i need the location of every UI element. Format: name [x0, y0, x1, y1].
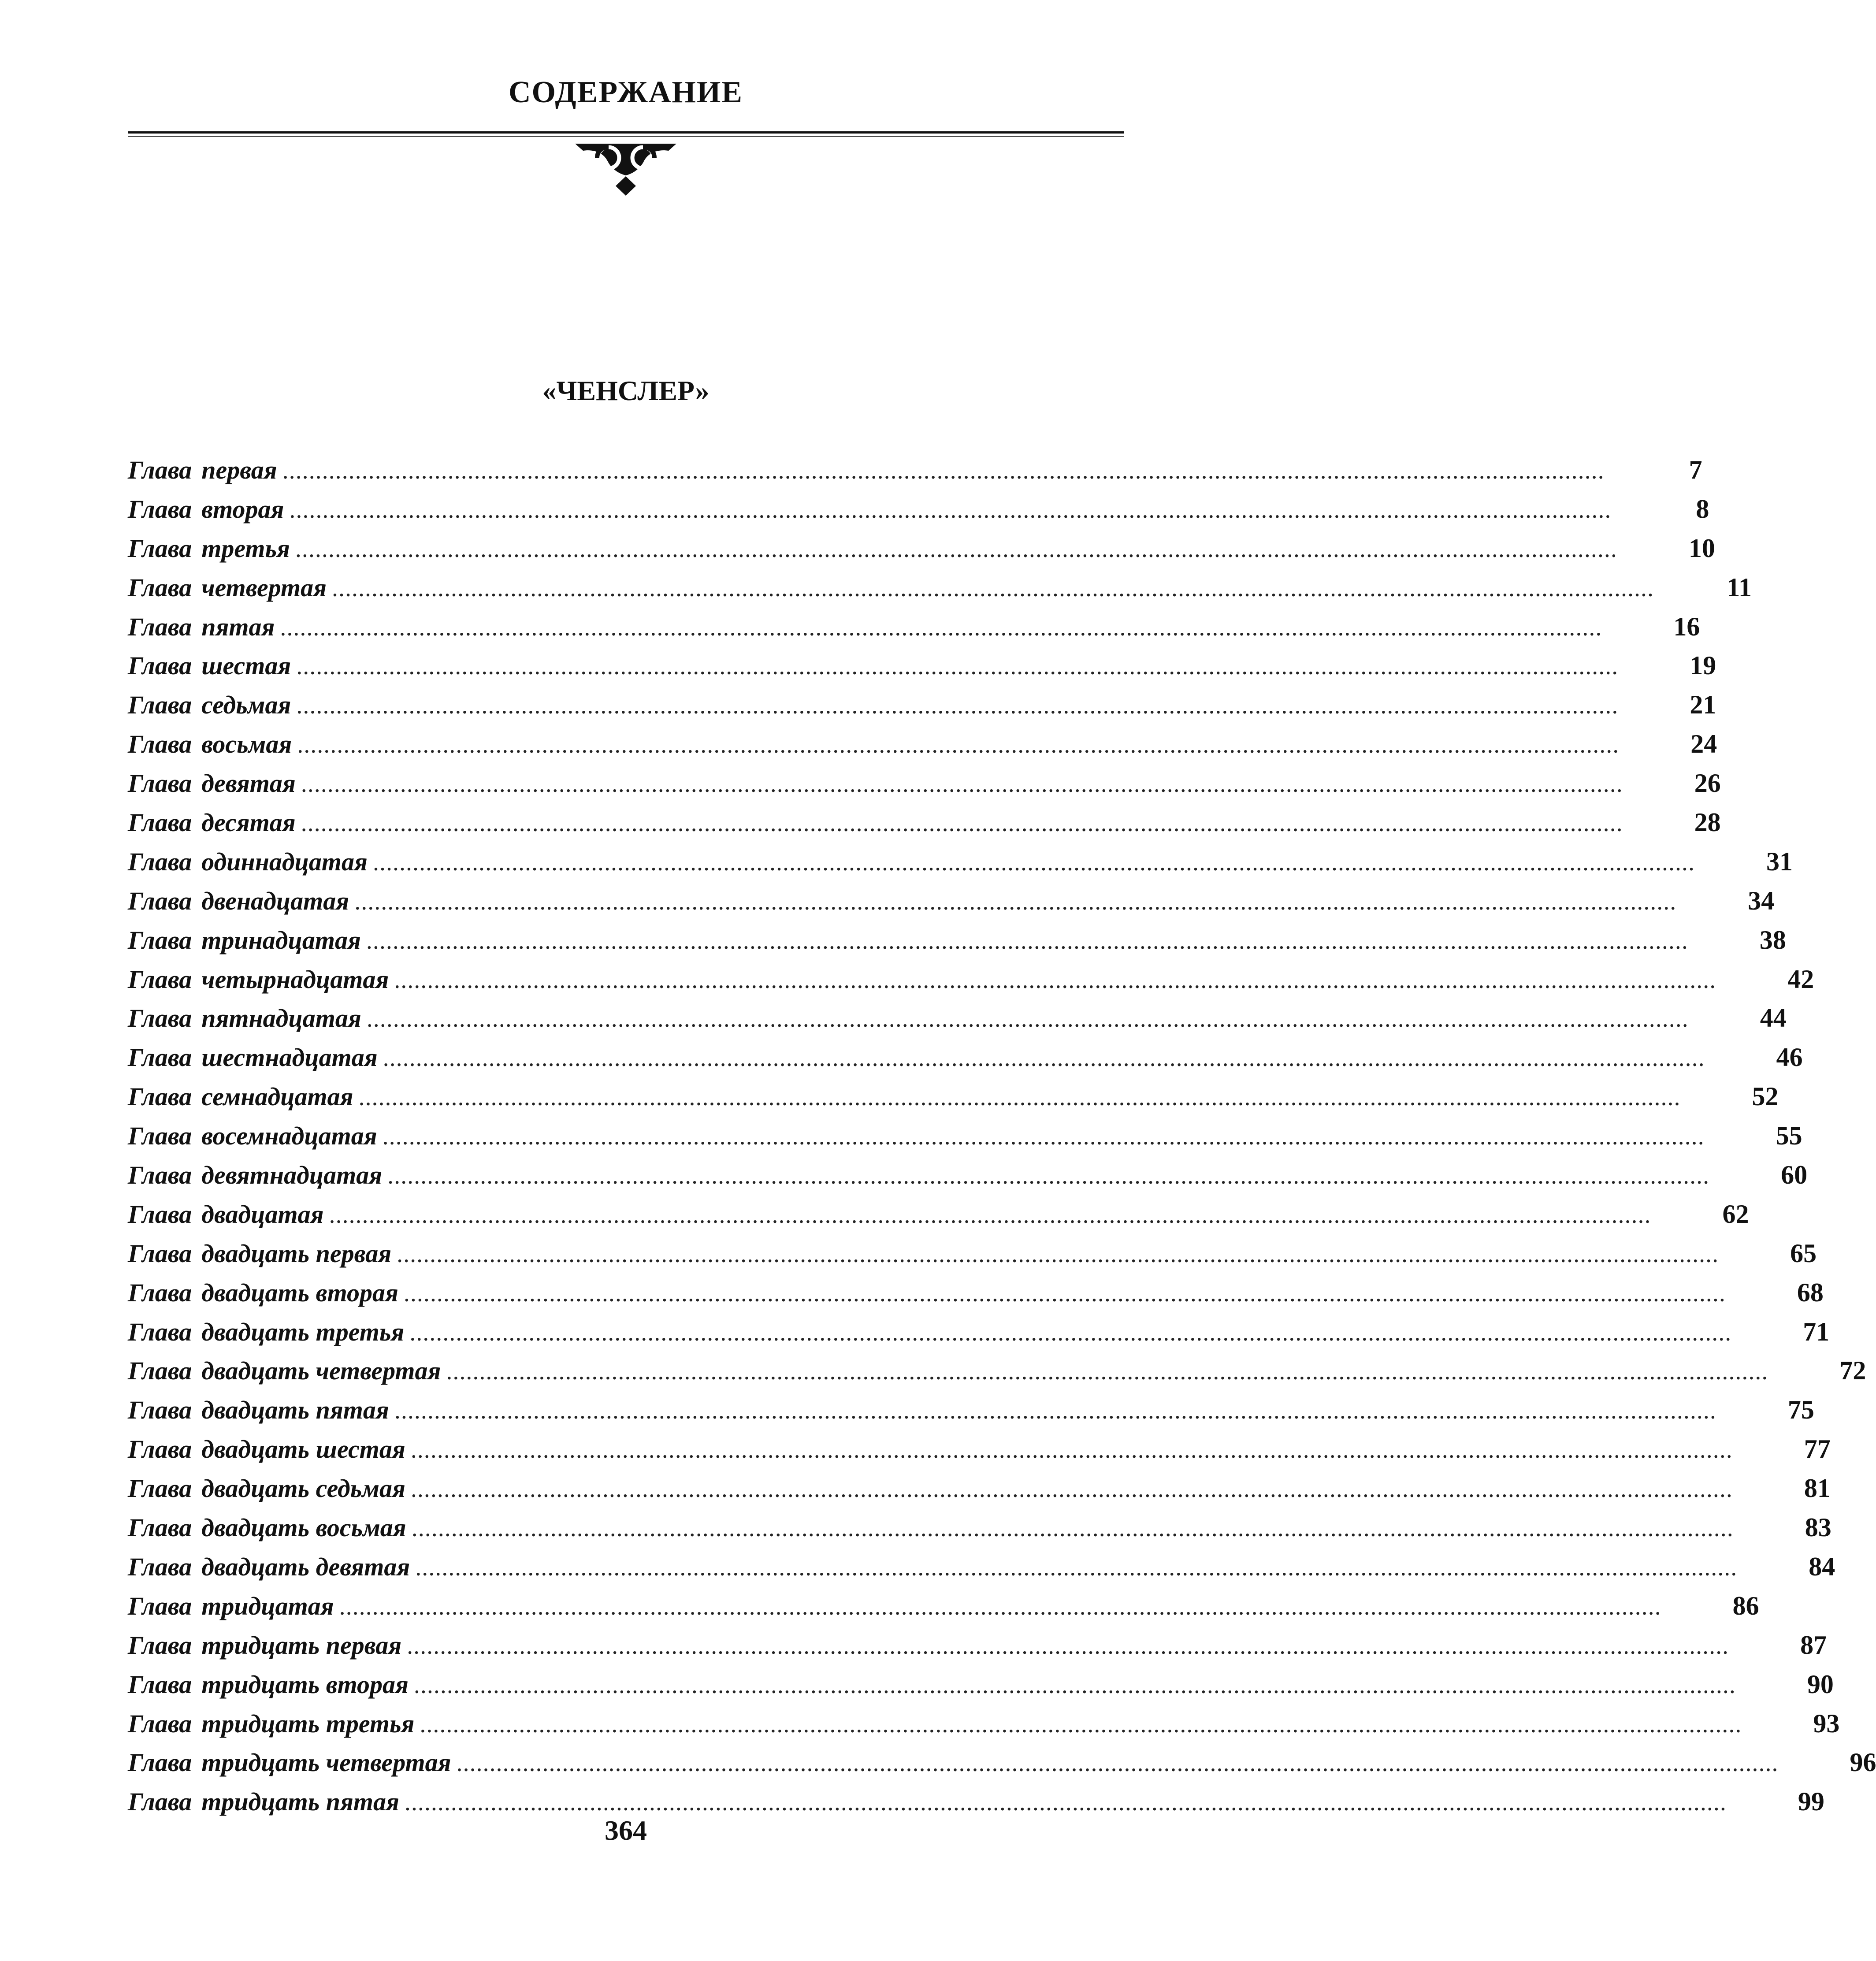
toc-chapter-word: Глава — [128, 808, 192, 837]
toc-page-number: 28 — [1694, 808, 1721, 837]
toc-chapter-title: девятая — [201, 769, 296, 798]
toc-page-number: 7 — [1689, 455, 1702, 484]
toc-chapter-word: Глава — [128, 1239, 192, 1268]
toc-leader-dots: ........................................................................................................................................................................................................ — [411, 1481, 1734, 1501]
toc-entry[interactable] — [128, 1312, 1830, 1352]
toc-chapter-title: семнадцатая — [201, 1082, 353, 1111]
toc-leader-dots: ........................................................................................................................................................................................................ — [296, 541, 1618, 561]
toc-leader-dots: ........................................................................................................................................................................................................ — [397, 1246, 1720, 1266]
toc-chapter-word: Глава — [128, 730, 192, 759]
toc-chapter-title: седьмая — [201, 691, 291, 720]
toc-chapter-title: тридцать четвертая — [201, 1748, 451, 1777]
toc-page-number: 83 — [1805, 1513, 1831, 1542]
toc-page-number: 77 — [1804, 1434, 1831, 1464]
toc-entry[interactable] — [128, 1469, 1831, 1508]
toc-chapter-word: Глава — [128, 612, 192, 641]
toc-chapter-title: четырнадцатая — [201, 965, 389, 994]
toc-leader-dots: ........................................................................................................................................................................................................ — [330, 1207, 1652, 1227]
toc-entry[interactable] — [128, 724, 1717, 764]
toc-page-number: 68 — [1797, 1278, 1824, 1307]
toc-chapter-word: Глава — [128, 1513, 192, 1542]
toc-chapter-title: шестнадцатая — [201, 1043, 378, 1072]
toc-chapter-word: Глава — [128, 456, 192, 484]
toc-chapter-word: Глава — [128, 1043, 192, 1072]
toc-entry[interactable] — [128, 450, 1702, 490]
toc-chapter-word: Глава — [128, 1396, 192, 1425]
toc-chapter-title: двадцать седьмая — [201, 1474, 405, 1503]
toc-leader-dots: ........................................................................................................................................................................................................ — [420, 1716, 1743, 1736]
toc-chapter-title: пятнадцатая — [201, 1004, 361, 1033]
toc-chapter-title: четвертая — [201, 573, 327, 602]
toc-chapter-word: Глава — [128, 691, 192, 720]
toc-entry[interactable] — [128, 685, 1716, 724]
toc-chapter-title: тридцать вторая — [201, 1670, 409, 1699]
toc-chapter-title: тридцать третья — [201, 1709, 415, 1738]
scroll-ornament-icon — [566, 136, 685, 202]
toc-entry[interactable] — [128, 1390, 1814, 1430]
toc-page-number: 72 — [1839, 1356, 1866, 1385]
toc-chapter-title: двадцатая — [201, 1200, 324, 1229]
toc-page-number: 34 — [1748, 886, 1775, 915]
toc-leader-dots: ........................................................................................................................................................................................................ — [373, 854, 1696, 874]
toc-chapter-title: восемнадцатая — [201, 1122, 377, 1151]
toc-chapter-word: Глава — [128, 1122, 192, 1151]
toc-chapter-title: восьмая — [201, 730, 292, 759]
toc-chapter-title: двадцать шестая — [201, 1435, 405, 1464]
toc-leader-dots: ........................................................................................................................................................................................................ — [447, 1363, 1769, 1384]
toc-entry[interactable] — [128, 529, 1715, 568]
toc-chapter-title: тридцатая — [201, 1591, 334, 1620]
toc-chapter-word: Глава — [128, 1435, 192, 1464]
toc-page-number: 62 — [1722, 1199, 1749, 1229]
toc-leader-dots: ........................................................................................................................................................................................................ — [405, 1794, 1727, 1815]
toc-chapter-word: Глава — [128, 1161, 192, 1190]
toc-page-number: 90 — [1807, 1669, 1834, 1699]
toc-entry[interactable] — [128, 1626, 1827, 1665]
toc-entry[interactable] — [128, 1038, 1803, 1077]
toc-page-number: 19 — [1690, 651, 1716, 680]
toc-chapter-word: Глава — [128, 925, 192, 955]
toc-chapter-word: Глава — [128, 1474, 192, 1503]
toc-chapter-title: десятая — [201, 808, 296, 837]
toc-chapter-title: двадцать девятая — [201, 1552, 410, 1581]
toc-page-number: 10 — [1688, 533, 1715, 563]
toc-page-number: 75 — [1787, 1395, 1814, 1425]
toc-chapter-word: Глава — [128, 1317, 192, 1346]
page-title: СОДЕРЖАНИЕ — [508, 75, 743, 109]
toc-leader-dots: ........................................................................................................................................................................................................ — [404, 1285, 1727, 1305]
toc-leader-dots: ........................................................................................................................................................................................................ — [367, 932, 1689, 953]
toc-chapter-title: тринадцатая — [201, 925, 361, 955]
toc-entry[interactable] — [128, 960, 1814, 999]
toc-chapter-word: Глава — [128, 769, 192, 798]
toc-leader-dots: ........................................................................................................................................................................................................ — [383, 1050, 1706, 1070]
toc-chapter-word: Глава — [128, 1748, 192, 1777]
toc-leader-dots: ........................................................................................................................................................................................................ — [297, 658, 1620, 679]
toc-entry[interactable] — [128, 1234, 1817, 1273]
toc-page-number: 60 — [1781, 1160, 1808, 1190]
toc-entry[interactable] — [128, 1273, 1824, 1312]
toc-page-number: 44 — [1760, 1003, 1787, 1033]
toc-leader-dots: ........................................................................................................................................................................................................ — [395, 1403, 1717, 1423]
toc-chapter-title: тридцать пятая — [201, 1787, 399, 1816]
toc-chapter-title: первая — [201, 456, 277, 484]
toc-entry[interactable] — [128, 764, 1721, 803]
toc-page-number: 71 — [1803, 1317, 1830, 1346]
toc-entry[interactable] — [128, 1743, 1876, 1782]
title-rule — [128, 131, 1124, 134]
toc-page-number: 24 — [1690, 729, 1717, 759]
toc-entry[interactable] — [128, 1351, 1866, 1390]
toc-entry[interactable] — [128, 1430, 1831, 1469]
toc-entry[interactable] — [128, 1586, 1759, 1626]
toc-entry[interactable] — [128, 1704, 1840, 1743]
toc-page-number: 42 — [1787, 964, 1814, 994]
toc-leader-dots: ........................................................................................................................................................................................................ — [412, 1520, 1735, 1541]
toc-entry[interactable] — [128, 1155, 1808, 1195]
table-of-contents — [128, 450, 1876, 1821]
toc-chapter-title: третья — [201, 534, 290, 563]
toc-page-number: 96 — [1850, 1748, 1876, 1777]
toc-entry[interactable] — [128, 1077, 1779, 1116]
toc-chapter-title: двадцать третья — [201, 1317, 405, 1346]
toc-page-number: 31 — [1766, 847, 1793, 876]
toc-page-number: 21 — [1690, 690, 1716, 720]
toc-entry[interactable] — [128, 803, 1721, 842]
toc-page-number: 46 — [1776, 1043, 1803, 1072]
toc-chapter-title: двадцать первая — [201, 1239, 392, 1268]
toc-chapter-word: Глава — [128, 1709, 192, 1738]
toc-entry[interactable] — [128, 607, 1700, 646]
toc-page-number: 26 — [1694, 769, 1721, 798]
toc-page-number: 87 — [1800, 1630, 1827, 1660]
toc-chapter-title: одиннадцатая — [201, 847, 368, 876]
toc-page-number: 52 — [1752, 1082, 1779, 1111]
toc-chapter-word: Глава — [128, 1630, 192, 1660]
toc-entry[interactable] — [128, 881, 1775, 921]
toc-page-number: 16 — [1673, 612, 1700, 641]
toc-page-number: 55 — [1776, 1121, 1802, 1151]
toc-leader-dots: ........................................................................................................................................................................................................ — [283, 463, 1605, 483]
toc-chapter-word: Глава — [128, 494, 192, 524]
toc-leader-dots: ........................................................................................................................................................................................................ — [340, 1598, 1662, 1619]
section-title: «ЧЕНСЛЕР» — [542, 375, 710, 406]
toc-page-number: 86 — [1732, 1591, 1759, 1620]
toc-entry[interactable] — [128, 1508, 1831, 1547]
toc-entry[interactable] — [128, 568, 1752, 607]
toc-chapter-word: Глава — [128, 534, 192, 563]
toc-chapter-title: двадцать четвертая — [201, 1356, 441, 1385]
toc-leader-dots: ........................................................................................................................................................................................................ — [414, 1677, 1737, 1697]
toc-chapter-word: Глава — [128, 1552, 192, 1581]
toc-page-number: 65 — [1790, 1238, 1817, 1268]
toc-chapter-word: Глава — [128, 1356, 192, 1385]
toc-chapter-title: двадцать пятая — [201, 1396, 389, 1425]
toc-chapter-word: Глава — [128, 651, 192, 680]
toc-chapter-word: Глава — [128, 1278, 192, 1307]
toc-leader-dots: ........................................................................................................................................................................................................ — [281, 619, 1603, 639]
toc-chapter-word: Глава — [128, 573, 192, 602]
toc-chapter-word: Глава — [128, 1004, 192, 1033]
toc-chapter-word: Глава — [128, 1787, 192, 1816]
toc-leader-dots: ........................................................................................................................................................................................................ — [290, 501, 1612, 522]
toc-entry[interactable] — [128, 490, 1709, 529]
toc-entry[interactable] — [128, 842, 1793, 881]
toc-chapter-word: Глава — [128, 847, 192, 876]
toc-entry[interactable] — [128, 999, 1787, 1038]
toc-leader-dots: ........................................................................................................................................................................................................ — [395, 972, 1717, 992]
toc-chapter-word: Глава — [128, 1591, 192, 1620]
toc-leader-dots: ........................................................................................................................................................................................................ — [408, 1638, 1730, 1658]
toc-chapter-title: девятнадцатая — [201, 1161, 383, 1190]
toc-page-number: 11 — [1727, 572, 1752, 602]
toc-chapter-title: двадцать восьмая — [201, 1513, 406, 1542]
toc-leader-dots: ........................................................................................................................................................................................................ — [411, 1442, 1734, 1462]
toc-leader-dots: ........................................................................................................................................................................................................ — [383, 1129, 1705, 1149]
toc-chapter-title: тридцать первая — [201, 1630, 402, 1660]
toc-chapter-word: Глава — [128, 1200, 192, 1229]
toc-chapter-word: Глава — [128, 1082, 192, 1111]
toc-leader-dots: ........................................................................................................................................................................................................ — [367, 1011, 1690, 1031]
toc-leader-dots: ........................................................................................................................................................................................................ — [301, 776, 1624, 796]
toc-leader-dots: ........................................................................................................................................................................................................ — [297, 698, 1620, 718]
toc-entry[interactable] — [128, 1665, 1834, 1704]
toc-chapter-title: шестая — [201, 651, 291, 680]
toc-leader-dots: ........................................................................................................................................................................................................ — [332, 580, 1655, 600]
toc-entry[interactable] — [128, 921, 1786, 960]
toc-leader-dots: ........................................................................................................................................................................................................ — [388, 1168, 1711, 1188]
toc-leader-dots: ........................................................................................................................................................................................................ — [298, 737, 1620, 757]
toc-leader-dots: ........................................................................................................................................................................................................ — [355, 893, 1678, 914]
toc-chapter-title: пятая — [201, 612, 275, 641]
toc-entry[interactable] — [128, 1116, 1802, 1155]
toc-chapter-word: Глава — [128, 886, 192, 915]
toc-page-number: 81 — [1804, 1474, 1831, 1503]
toc-page-number: 84 — [1809, 1552, 1835, 1581]
toc-page-number: 93 — [1813, 1708, 1840, 1738]
toc-page-number: 99 — [1798, 1787, 1824, 1816]
toc-entry[interactable] — [128, 1195, 1749, 1234]
toc-leader-dots: ........................................................................................................................................................................................................ — [457, 1755, 1779, 1775]
toc-entry[interactable] — [128, 1547, 1835, 1586]
toc-entry[interactable] — [128, 646, 1716, 685]
toc-leader-dots: ........................................................................................................................................................................................................ — [416, 1559, 1739, 1579]
toc-page-number: 8 — [1696, 494, 1709, 524]
toc-leader-dots: ........................................................................................................................................................................................................ — [359, 1089, 1682, 1110]
toc-chapter-title: двенадцатая — [201, 886, 349, 915]
toc-chapter-title: двадцать вторая — [201, 1278, 398, 1307]
toc-page-number: 38 — [1759, 925, 1786, 955]
toc-chapter-word: Глава — [128, 965, 192, 994]
toc-chapter-word: Глава — [128, 1670, 192, 1699]
page-number: 364 — [605, 1815, 647, 1846]
toc-leader-dots: ........................................................................................................................................................................................................ — [301, 815, 1624, 836]
toc-chapter-title: вторая — [201, 494, 284, 524]
toc-leader-dots: ........................................................................................................................................................................................................ — [410, 1324, 1733, 1344]
